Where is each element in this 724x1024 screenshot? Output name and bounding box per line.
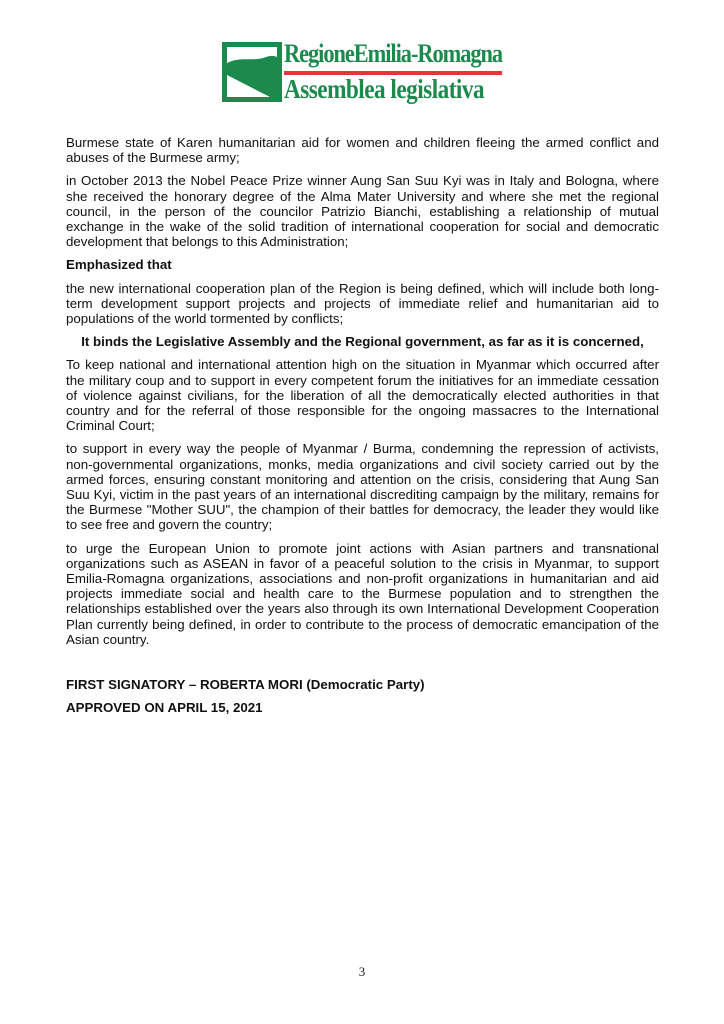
paragraph-karen-aid: Burmese state of Karen humanitarian aid for women and children fleeing the armed conflict and abuses of the Burmese army; <box>66 135 659 166</box>
emphasized-heading: Emphasized that <box>66 257 172 273</box>
region-emblem-icon <box>222 42 282 102</box>
logo-title-assembly: Assemblea legislativa <box>284 74 485 104</box>
document-body <box>66 135 659 724</box>
page-number: 3 <box>358 964 366 979</box>
regione-emilia-romagna-logo <box>222 39 504 104</box>
commitment-urge-eu: to urge the European Union to promote joint actions with Asian partners and transnational organizations such as ASEAN in favor of a peaceful solution to the crisis in Myanmar, to support Emilia-Romagna organizations, associations and non-profit organizations in humanitarian and aid projects immediate social and health care to the Burmese population and to strengthen the relationships established over the years also through its own International Development Cooperation Plan currently being defined, in order to contribute to the process of democratic emancipation of the Asian country. <box>66 540 659 647</box>
commitment-support-people: to support in every way the people of Myanmar / Burma, condemning the repression of activists, non-governmental organizations, monks, media organizations and civil society carried out by the armed forces, ensuring constant monitoring and attention on the crisis, considering that Aung San Suu Kyi, victim in the past years of an international discrediting campaign by the military, remains for the Burmese "Mother SUU", the champion of their battles for democracy, the leader they would like to see free and govern the country; <box>66 441 659 533</box>
commitment-international-attention: To keep national and international attention high on the situation in Myanmar which occurred after the military coup and to support in every competent forum the initiatives for an immediate cessation of violence against civilians, for the liberation of all the democratically elected authorities in that country and for the referral of those responsible for the ongoing massacres to the International Criminal Court; <box>66 357 659 434</box>
logo-title-region: RegioneEmilia-Romagna <box>284 39 503 68</box>
paragraph-aung-san-suu-kyi-visit: in October 2013 the Nobel Peace Prize winner Aung San Suu Kyi was in Italy and Bologna, where she received the honorary degree of the Alma Mater University and where she met the regional council, in the person of the councilor Patrizio Bianchi, establishing a relationship of mutual exchange in the wake of the solid tradition of international cooperation for social and democratic development that belongs to this Administration; <box>66 173 659 250</box>
approval-date: APPROVED ON APRIL 15, 2021 <box>66 700 263 716</box>
spacer <box>66 655 659 677</box>
binds-heading: It binds the Legislative Assembly and the Regional government, as far as it is concerned, <box>81 334 644 350</box>
paragraph-cooperation-plan: the new international cooperation plan of the Region is being defined, which will include both long-term development support projects and projects of immediate relief and humanitarian aid to populations of the world tormented by conflicts; <box>66 280 659 327</box>
first-signatory: FIRST SIGNATORY – ROBERTA MORI (Democratic Party) <box>66 677 425 693</box>
